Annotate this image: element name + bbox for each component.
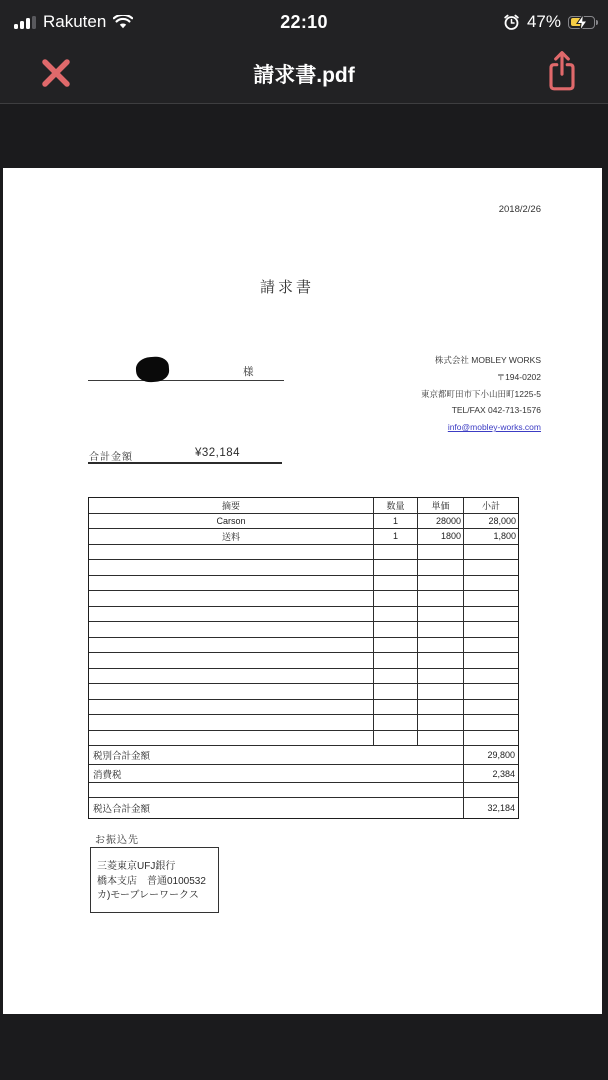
bank-info-line: カ)モーブレーワークス	[97, 890, 199, 901]
table-cell	[418, 700, 464, 715]
table-summary-row	[89, 765, 518, 783]
company-name: 株式会社 MOBLEY WORKS	[434, 355, 541, 365]
table-cell	[374, 576, 418, 591]
invoice-table	[88, 497, 519, 819]
summary-value: 32,184	[487, 803, 515, 813]
table-empty-row	[89, 669, 518, 685]
table-cell	[374, 545, 418, 560]
table-cell: 28000	[418, 514, 464, 529]
charging-bolt-icon	[574, 13, 590, 32]
table-cell	[89, 607, 374, 622]
table-cell	[374, 684, 418, 699]
table-cell: 摘要	[89, 498, 374, 513]
summary-label: 税別合計金額	[89, 746, 464, 764]
table-cell	[374, 700, 418, 715]
company-email-link[interactable]: info@mobley-works.com	[447, 422, 541, 433]
pdf-page[interactable]	[3, 168, 602, 1014]
table-empty-row	[89, 638, 518, 654]
table-cell	[374, 669, 418, 684]
table-cell	[418, 638, 464, 653]
table-cell	[374, 731, 418, 746]
summary-label: 消費税	[89, 765, 464, 782]
clock-label: 22:10	[280, 11, 328, 32]
status-bar	[0, 0, 608, 44]
table-cell	[374, 591, 418, 606]
table-cell	[464, 684, 518, 699]
table-cell	[89, 700, 374, 715]
nav-bar	[0, 44, 608, 104]
table-cell: 1	[374, 514, 418, 529]
grand-total-value: ¥32,184	[195, 447, 241, 459]
battery-icon	[568, 16, 598, 29]
table-cell	[418, 715, 464, 730]
bank-info-box	[90, 847, 219, 913]
table-cell: 小計	[481, 500, 500, 511]
table-empty-row	[89, 545, 518, 561]
invoice-date: 2018/2/26	[498, 204, 541, 215]
table-cell	[464, 591, 518, 606]
table-cell	[374, 560, 418, 575]
table-cell	[418, 607, 464, 622]
table-cell	[418, 684, 464, 699]
table-cell: Carson	[89, 514, 374, 529]
summary-value	[464, 783, 518, 797]
table-cell	[464, 560, 518, 575]
table-cell	[464, 545, 518, 560]
table-cell: 送料	[89, 529, 374, 544]
table-cell	[464, 576, 518, 591]
table-cell	[89, 715, 374, 730]
invoice-heading: 請求書	[259, 279, 314, 296]
carrier-label: Rakuten	[43, 12, 107, 31]
table-cell	[374, 653, 418, 668]
table-cell	[89, 731, 374, 746]
table-empty-row	[89, 560, 518, 576]
table-cell: 数量	[374, 498, 418, 513]
table-item-row	[89, 514, 518, 530]
table-empty-row	[89, 591, 518, 607]
close-button[interactable]	[34, 52, 78, 96]
table-cell	[418, 560, 464, 575]
table-cell: 1,800	[493, 531, 516, 542]
bank-info-line: 三菱東京UFJ銀行	[97, 861, 176, 872]
table-cell	[89, 560, 374, 575]
alarm-icon	[503, 14, 520, 31]
table-summary-row	[89, 746, 518, 765]
table-cell	[374, 622, 418, 637]
table-cell	[89, 684, 374, 699]
summary-label	[89, 783, 464, 797]
share-button[interactable]	[540, 48, 584, 96]
table-empty-row	[89, 576, 518, 592]
table-cell	[89, 669, 374, 684]
table-empty-row	[89, 607, 518, 623]
table-cell	[464, 731, 518, 746]
table-cell	[464, 622, 518, 637]
table-cell: 28,000	[488, 515, 516, 526]
battery-percent-label: 47%	[526, 12, 561, 31]
table-empty-row	[89, 731, 518, 747]
table-cell	[418, 669, 464, 684]
recipient-honorific: 様	[243, 366, 254, 378]
table-cell: 単価	[418, 498, 464, 513]
table-summary-row	[89, 798, 518, 818]
table-cell	[89, 591, 374, 606]
document-title: 請求書.pdf	[253, 63, 355, 87]
company-address: 東京都町田市下小山田町1225-5	[421, 388, 541, 399]
summary-value: 2,384	[492, 768, 515, 779]
table-cell	[374, 638, 418, 653]
table-cell	[89, 638, 374, 653]
table-cell	[464, 638, 518, 653]
summary-label: 税込合計金額	[89, 798, 464, 818]
table-cell	[89, 576, 374, 591]
table-cell	[418, 653, 464, 668]
summary-value: 29,800	[487, 750, 515, 760]
table-cell	[374, 715, 418, 730]
share-icon	[544, 49, 580, 93]
table-cell	[418, 731, 464, 746]
table-cell	[418, 545, 464, 560]
table-empty-row	[89, 653, 518, 669]
table-cell	[89, 622, 374, 637]
status-right	[503, 0, 598, 44]
table-empty-row	[89, 622, 518, 638]
table-item-row	[89, 529, 518, 545]
table-cell	[374, 607, 418, 622]
table-cell	[464, 715, 518, 730]
company-postal-code: 〒194-0202	[496, 371, 541, 382]
company-block	[421, 352, 541, 436]
table-cell	[464, 607, 518, 622]
table-cell	[464, 669, 518, 684]
table-cell: 1800	[418, 529, 464, 544]
table-summary-row	[89, 783, 518, 798]
table-cell	[89, 653, 374, 668]
grand-total-label: 合計金額	[89, 452, 133, 463]
table-empty-row	[89, 715, 518, 731]
grand-total-underline	[88, 462, 282, 464]
table-cell	[418, 591, 464, 606]
table-cell	[464, 653, 518, 668]
close-icon	[38, 55, 74, 91]
table-empty-row	[89, 700, 518, 716]
table-cell	[89, 545, 374, 560]
table-cell	[464, 700, 518, 715]
table-cell: 1	[374, 529, 418, 544]
company-tel-fax: TEL/FAX 042-713-1576	[451, 405, 541, 416]
table-empty-row	[89, 684, 518, 700]
table-cell	[418, 576, 464, 591]
table-header-row	[89, 498, 518, 514]
table-cell	[418, 622, 464, 637]
recipient-underline	[88, 380, 284, 381]
bank-section-label: お振込先	[95, 835, 139, 846]
bank-info-line: 橋本支店 普通0100532	[97, 875, 206, 887]
